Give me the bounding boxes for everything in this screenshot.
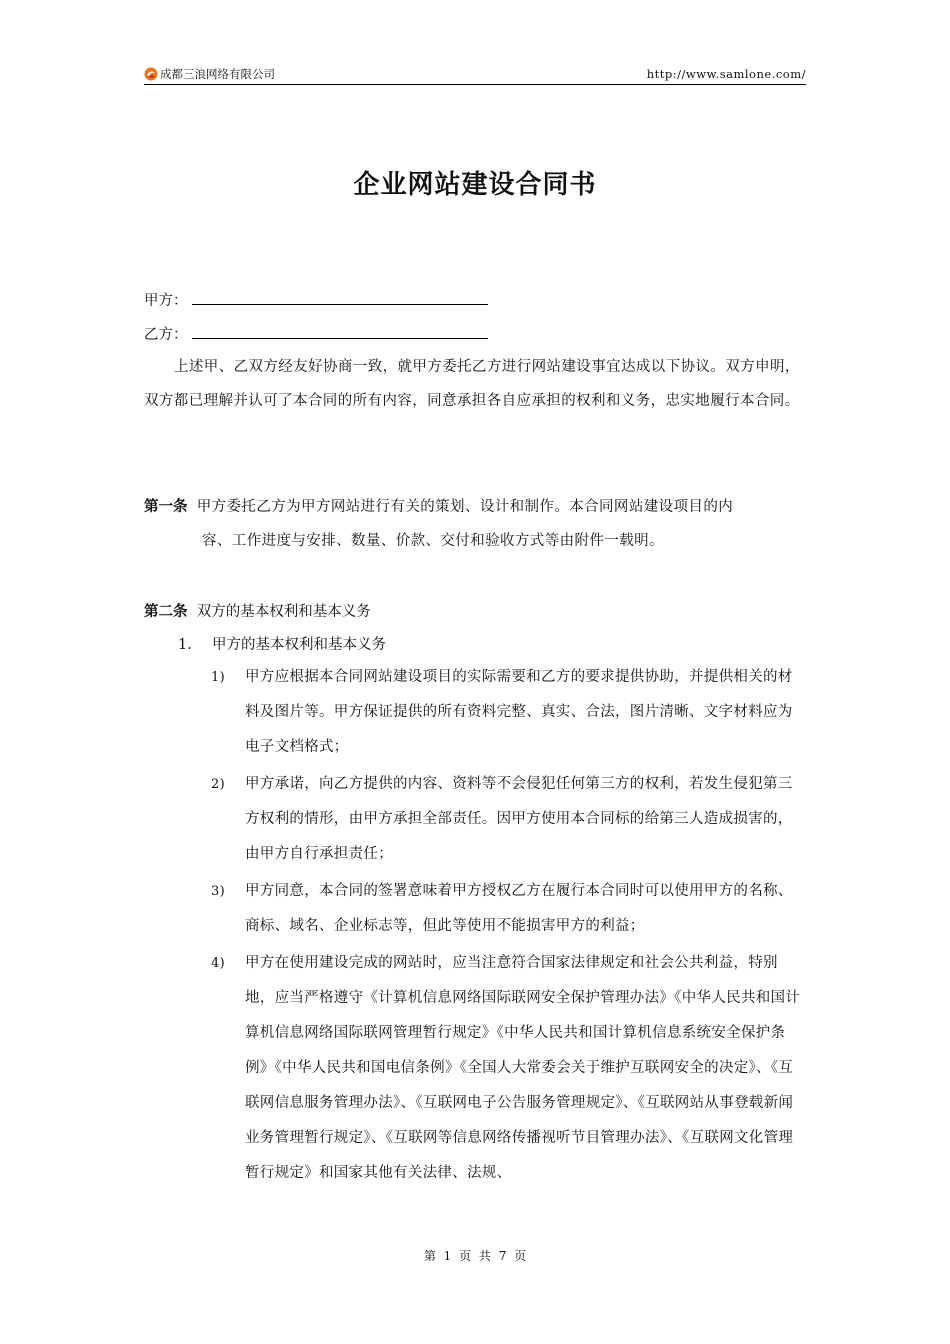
- intro-paragraph: 上述甲、乙双方经友好协商一致，就甲方委托乙方进行网站建设事宜达成以下协议。双方申明，双方都已理解并认可了本合同的所有内容，同意承担各自应承担的权利和义务，忠实地履行本合同。: [144, 359, 800, 409]
- document-title: 企业网站建设合同书: [353, 170, 597, 200]
- company-name: 成都三浪网络有限公司: [160, 67, 275, 81]
- list-item: [211, 767, 806, 872]
- section-1-title: 甲方的基本权利和基本义务: [212, 637, 386, 653]
- list-item: [211, 660, 806, 765]
- list-item: [211, 874, 806, 944]
- list-item-number: 2): [211, 777, 225, 792]
- party-b-field: [144, 324, 488, 345]
- company-logo-icon: [144, 67, 158, 81]
- list-item-text: 甲方同意，本合同的签署意味着甲方授权乙方在履行本合同时可以使用甲方的名称、商标、域名、企业标志等，但此等使用不能损害甲方的利益；: [245, 883, 793, 934]
- list-item-text: 甲方在使用建设完成的网站时，应当注意符合国家法律规定和社会公共利益，特别地，应当严格遵守《计算机信息网络国际联网安全保护管理办法》《中华人民共和国计算机信息网络国际联网管理暂行规定》《中华人民共和国计算机信息系统安全保护条例》《中华人民共和国电信条例》《全国人大常委会关于维护互联网安全的决定》、《互联网信息服务管理办法》、《互联网电子公告服务管理规定》、《互联网站从事登载新闻业务管理暂行规定》、《互联网等信息网络传播视听节目管理办法》、《互联网文化管理暂行规定》和国家其他有关法律、法规、: [245, 955, 801, 1181]
- article-2-heading: 第二条: [144, 604, 188, 620]
- article-2: [144, 595, 806, 629]
- page-number-footer: 第 1 页 共 7 页: [423, 1249, 527, 1263]
- list-item-number: 4): [211, 956, 225, 971]
- party-a-blank-line: [192, 290, 488, 305]
- section-1-number: 1.: [178, 637, 192, 653]
- list-item-text: 甲方应根据本合同网站建设项目的实际需要和乙方的要求提供协助，并提供相关的材料及图片等。甲方保证提供的所有资料完整、真实、合法，图片清晰、文字材料应为电子文档格式；: [245, 669, 793, 755]
- list-item-number: 3): [211, 884, 225, 899]
- article-1-line-1: 甲方委托乙方为甲方网站进行有关的策划、设计和制作。本合同网站建设项目的内: [196, 499, 734, 515]
- party-a-label: 甲方：: [144, 293, 188, 309]
- article-2-text: 双方的基本权利和基本义务: [196, 604, 371, 620]
- list-item-number: 1): [211, 670, 225, 685]
- article-1: [144, 490, 806, 558]
- list-item: [211, 946, 806, 1191]
- company-url[interactable]: http://www.samlone.com/: [646, 67, 806, 81]
- party-a-field: [144, 290, 488, 311]
- section-1-heading: [178, 628, 386, 662]
- list-item-text: 甲方承诺，向乙方提供的内容、资料等不会侵犯任何第三方的权利，若发生侵犯第三方权利的情形，由甲方承担全部责任。因甲方使用本合同标的给第三人造成损害的，由甲方自行承担责任；: [245, 776, 793, 862]
- party-b-blank-line: [192, 324, 488, 339]
- page-header: [144, 64, 806, 85]
- article-1-line-2: 容、工作进度与安排、数量、价款、交付和验收方式等由附件一载明。: [202, 533, 664, 549]
- party-b-label: 乙方：: [144, 327, 188, 343]
- article-1-heading: 第一条: [144, 499, 188, 515]
